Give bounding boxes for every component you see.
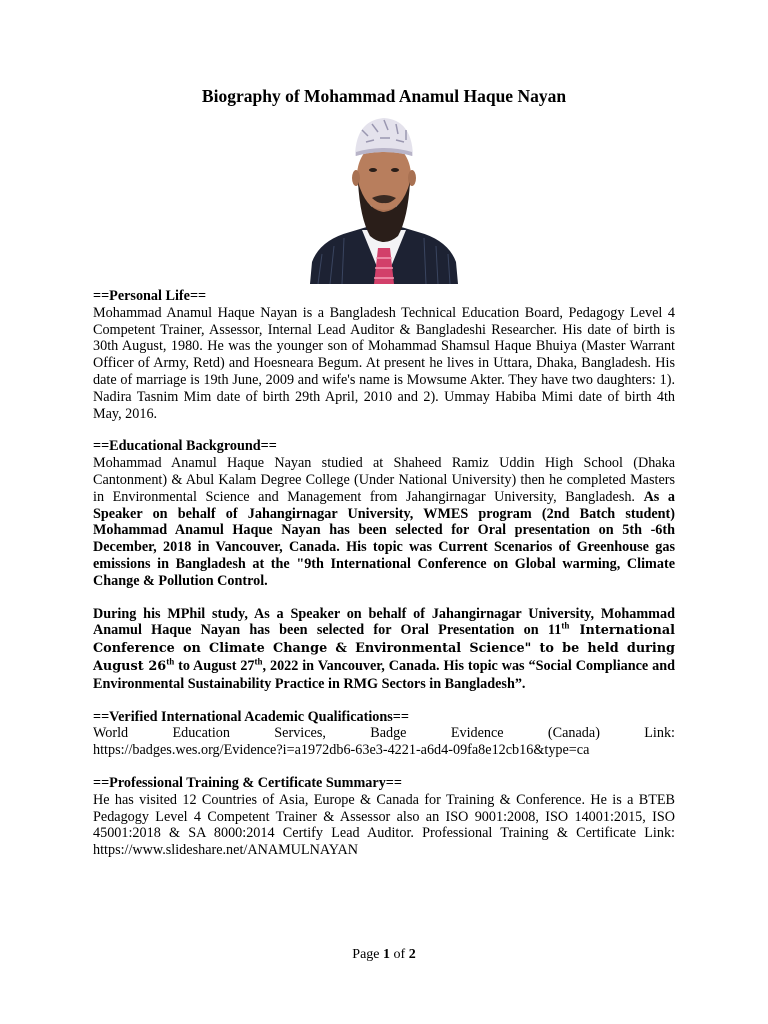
mphil-sup3: th: [254, 656, 263, 667]
training-heading: ==Professional Training & Certificate Summary==: [93, 774, 402, 791]
mphil-sup2: th: [166, 656, 175, 667]
training-text: He has visited 12 Countries of Asia, Europe & Canada for Training & Conference. He is a BTEB Pedagogy Level 4 Competent Trainer & Assessor also an ISO 9001:2008, ISO 14001:2015, ISO 45001:2018 & SA 8000:2014 Certify Lead Auditor. Professional Training & Certificate Link: https://www.slideshare.net/ANAMULNAYAN: [93, 791, 675, 859]
portrait-photo: [310, 112, 458, 284]
mphil-text-part3: to August 27: [174, 657, 255, 674]
mphil-text-part1: During his MPhil study, As a Speaker on behalf of Jahangirnagar University, Mohammad Anamul Haque Nayan has been selected for Oral Presentation on 11: [93, 605, 675, 639]
mphil-sup1: th: [561, 620, 570, 631]
mphil-paragraph: [93, 606, 675, 693]
qualifications-link[interactable]: https://badges.wes.org/Evidence?i=a1972db6-63e3-4221-a6d4-09fa8e12cb16&type=ca: [93, 742, 590, 759]
qualifications-heading: ==Verified International Academic Qualifications==: [93, 708, 409, 725]
personal-life-heading: ==Personal Life==: [93, 288, 207, 304]
page-label: Page: [352, 947, 380, 962]
page-total: 2: [408, 947, 416, 962]
education-bold-text: As a Speaker on behalf of Jahangirnagar University, WMES program (2nd Batch student) Mohammad Anamul Haque Nayan has been selected for Oral presentation on 5th -6th December, 2018 in Vancouver, Canada. His topic was Current Scenarios of Greenhouse gas emissions in Bangladesh at the "9th International Conference on Global warming, Climate Change & Pollution Control.: [93, 488, 675, 589]
education-heading: ==Educational Background==: [93, 438, 277, 455]
education-paragraph: [93, 455, 675, 589]
of-label: of: [393, 947, 406, 962]
document-title: Biography of Mohammad Anamul Haque Nayan: [201, 86, 567, 106]
education-text: Mohammad Anamul Haque Nayan studied at Shaheed Ramiz Uddin High School (Dhaka Cantonment) & Abul Kalam Degree College (Under National University) then he completed Masters in Environmental Science and Management from Jahangirnagar University, Bangladesh.: [93, 455, 675, 505]
personal-life-text: Mohammad Anamul Haque Nayan is a Bangladesh Technical Education Board, Pedagogy Level 4 Competent Trainer, Assessor, Internal Lead Auditor & Bangladeshi Researcher. His date of birth is 30th August, 1980. He was the younger son of Mohammad Shamsul Haque Bhuiya (Master Warrant Officer of Army, Retd) and Hoesneara Begum. At present he lives in Uttara, Dhaka, Bangladesh. His date of marriage is 19th June, 2009 and wife's name is Mowsume Akter. They have two daughters: 1). Nadira Tasnim Mim date of birth 29th April, 2010 and 2). Ummay Habiba Mimi date of birth 4th May, 2016.: [93, 304, 675, 422]
mphil-text-part4: , 2022 in Vancouver, Canada. His topic was “Social Compliance and Environmental Sustainability Practice in RMG Sectors in Bangladesh”.: [93, 657, 675, 692]
page-number: 1: [383, 947, 391, 962]
biography-content: [93, 288, 675, 859]
page-footer: [0, 947, 768, 963]
qualifications-line1: World Education Services, Badge Evidence (Canada) Link:: [93, 725, 675, 742]
mphil-text-part2: International Conference on Climate Change & Environmental Science" to be held during August 26: [93, 623, 676, 674]
